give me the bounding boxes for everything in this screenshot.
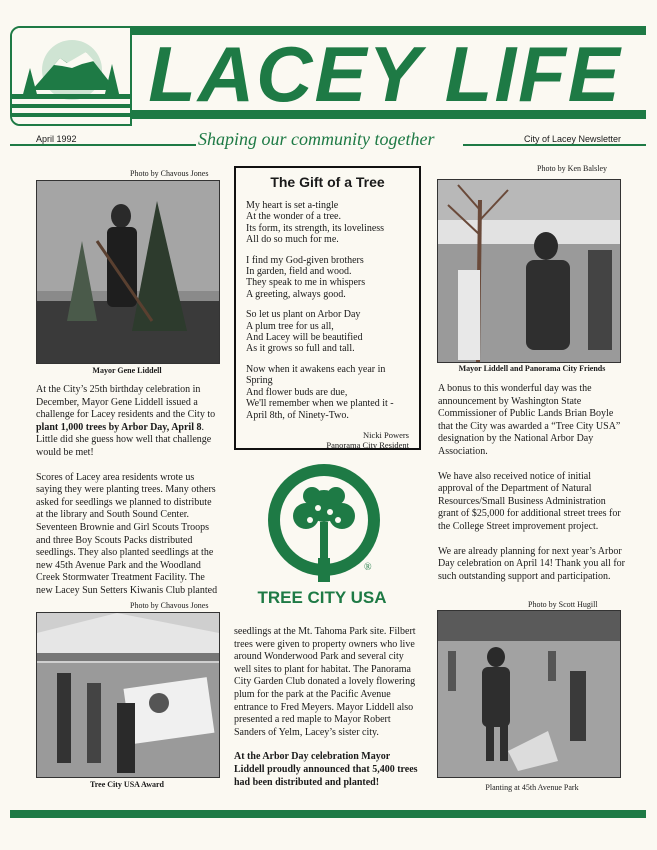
article-paragraph (36, 384, 221, 460)
photo-caption: Mayor Gene Liddell (92, 366, 162, 375)
poem-author-note: Panorama City Resident (326, 439, 409, 450)
photo-credit: Photo by Ken Balsley (537, 164, 607, 173)
photo-credit: Photo by Chavous Jones (130, 601, 209, 610)
photo-credit: Photo by Chavous Jones (130, 169, 209, 178)
article-paragraph: seedlings at the Mt. Tahoma Park site. Filbert trees were given to property owners who live around Wonderwood Park and several city well sites to plant for habitat. The Panorama City Garden Club donated a lovely flowering plum for the park at the Pacific Avenue entrance to Fred Meyers. Mayor Liddell also presented a red maple to Mayor Robert Sanders of Yelm, Lacey’s sister city. (234, 626, 416, 738)
registered-mark: ® (364, 562, 372, 573)
poem-stanza: I find my God-given brothers In garden, field and wood. They speak to me in whispers A greeting, always good. (246, 254, 366, 300)
text-span: . Little did she guess how well that challenge would be met! (36, 421, 212, 458)
photo-caption: Mayor Liddell and Panorama City Friends (458, 364, 606, 373)
poem-stanza: My heart is set a-tingle At the wonder of a tree. Its form, its strength, its loveliness All do so much for me. (246, 200, 385, 246)
poem-author: Nicki Powers (362, 429, 409, 440)
photo-mayor-liddell (36, 180, 220, 364)
tagline: Shaping our community together (198, 129, 435, 149)
photo-45th-avenue-park (437, 610, 621, 778)
article-middle-column (234, 626, 422, 801)
poem-box (234, 166, 421, 450)
masthead-logo (10, 26, 132, 126)
poem-stanza: Now when it awakens each year in Spring And flower buds are due, We'll remember when we planted it - April 8th, of Ninety-Two. (246, 363, 394, 421)
footer-rule (10, 810, 646, 818)
photo-panorama-friends (437, 179, 621, 363)
masthead-title: LACEY LIFE (148, 29, 622, 118)
article-left-column (36, 384, 221, 610)
tagline-rule-right (463, 144, 646, 146)
article-paragraph: Scores of Lacey area residents wrote us saying they were planting trees. Many others asked for seedlings we planned to distribute at the library and South Sound Center. Seventeen Brownie and Girl Scouts Troops and three Boy Scouts Packs distributed seedlings. They also planted seedlings at the new 45th Avenue Park and the Woodland Creek Stormwater Treatment Facility. The new Lacey Sun Setters Kiwanis Club planted (36, 471, 218, 596)
article-paragraph: We have also received notice of initial approval of the Department of Natural Resources/Small Business Administration grant of $25,000 for additional street trees for the College Street improvement project. (438, 470, 621, 532)
text-span: At the City’s 25th birthday celebration in December, Mayor Gene Liddell issued a challenge for Lacey residents and the City to (36, 384, 216, 421)
newsletter-label: City of Lacey Newsletter (524, 134, 622, 144)
poem-stanza: So let us plant on Arbor Day A plum tree for us all, And Lacey will be beautified As it grows so full and tall. (246, 309, 363, 355)
text-highlight: plant 1,000 trees by Arbor Day, April 8 (36, 421, 202, 433)
article-paragraph: We are already planning for next year’s Arbor Day celebration on April 14! Thank you all for such outstanding support and participation. (438, 545, 625, 582)
text-highlight: At the Arbor Day celebration Mayor Liddell proudly announced that 5,400 trees had been distributed and planted! (234, 751, 418, 788)
tree-city-usa-label: TREE CITY USA (257, 588, 387, 607)
article-paragraph (234, 751, 422, 789)
poem-title: The Gift of a Tree (270, 174, 385, 190)
photo-tree-city-award (36, 612, 220, 778)
photo-credit: Photo by Scott Hugill (528, 600, 598, 609)
photo-caption: Planting at 45th Avenue Park (485, 783, 579, 792)
photo-caption: Tree City USA Award (90, 780, 164, 789)
article-paragraph: A bonus to this wonderful day was the announcement by Washington State Commissioner of Public Lands Brian Boyle that the City was awarded a “Tree City USA” designation by the National Arbor Day Association. (438, 383, 621, 457)
article-right-column (438, 383, 626, 595)
issue-date: April 1992 (36, 134, 77, 144)
mountain-lake-icon (12, 28, 130, 124)
tagline-rule-left (10, 144, 196, 146)
